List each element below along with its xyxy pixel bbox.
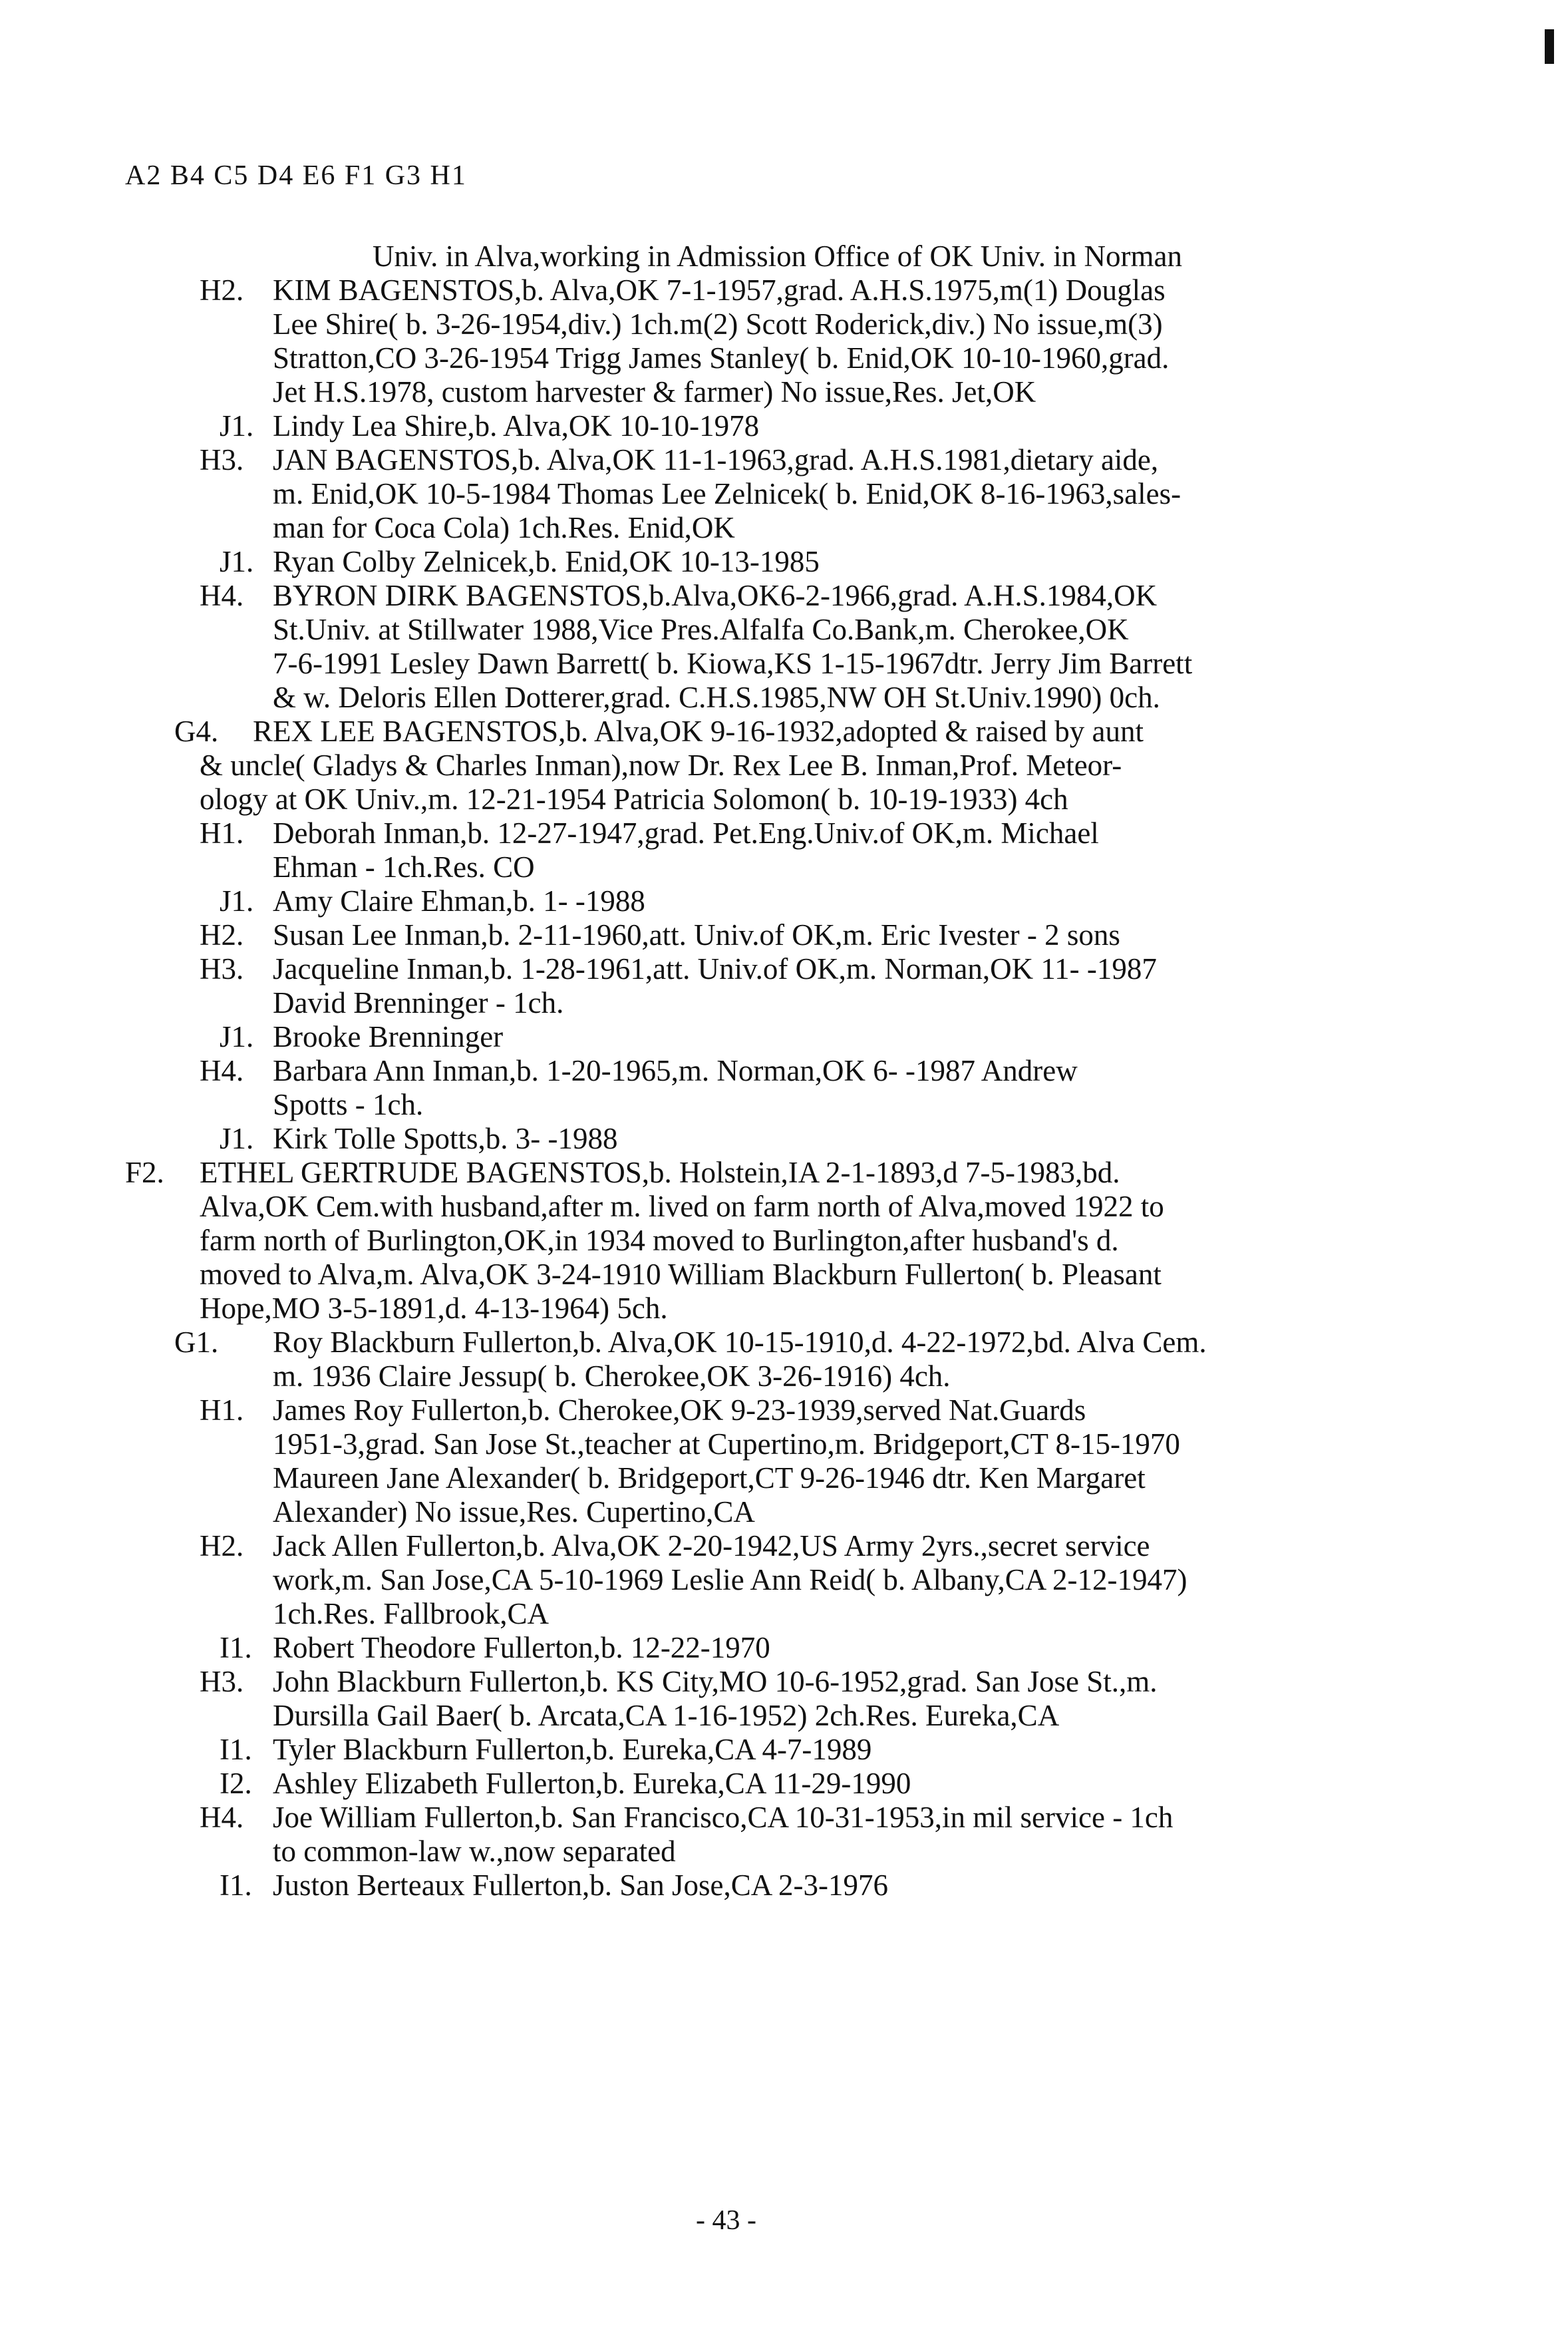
entry-text: Tyler Blackburn Fullerton,b. Eureka,CA 4-7-1989	[273, 1733, 872, 1766]
entry-text: m. 1936 Claire Jessup( b. Cherokee,OK 3-26-1916) 4ch.	[273, 1359, 951, 1393]
entry-text: REX LEE BAGENSTOS,b. Alva,OK 9-16-1932,adopted & raised by aunt	[253, 715, 1144, 748]
entry-continuation-line	[0, 375, 1568, 409]
entry-continuation-line	[0, 341, 1568, 375]
generation-label: J1.	[220, 1020, 254, 1053]
entry-text: Dursilla Gail Baer( b. Arcata,CA 1-16-1952) 2ch.Res. Eureka,CA	[273, 1699, 1060, 1732]
entry-line-g4	[0, 715, 1568, 749]
entry-text: Alexander) No issue,Res. Cupertino,CA	[273, 1495, 755, 1529]
entry-text: Hope,MO 3-5-1891,d. 4-13-1964) 5ch.	[200, 1292, 668, 1325]
entry-text: Susan Lee Inman,b. 2-11-1960,att. Univ.of OK,m. Eric Ivester - 2 sons	[273, 918, 1120, 952]
entry-line-h4	[0, 1054, 1568, 1088]
entry-continuation-line	[0, 1597, 1568, 1631]
entry-continuation-line	[0, 1427, 1568, 1461]
entry-text: JAN BAGENSTOS,b. Alva,OK 11-1-1963,grad. A.H.S.1981,dietary aide,	[273, 443, 1159, 476]
entry-line-j1	[0, 1020, 1568, 1054]
entry-text: Brooke Brenninger	[273, 1020, 504, 1053]
entry-line-h1	[0, 1393, 1568, 1427]
generation-label: G1.	[174, 1326, 219, 1359]
entry-continuation-line	[0, 1699, 1568, 1733]
generation-header: A2 B4 C5 D4 E6 F1 G3 H1	[125, 160, 467, 191]
entry-text: Ashley Elizabeth Fullerton,b. Eureka,CA 11-29-1990	[273, 1767, 911, 1800]
generation-label: H4.	[200, 1054, 244, 1087]
entry-continuation-line	[0, 1563, 1568, 1597]
generation-label: I1.	[220, 1631, 252, 1664]
entry-continuation-line	[0, 1224, 1568, 1258]
entry-line-i1	[0, 1869, 1568, 1902]
generation-label: G4.	[174, 715, 219, 748]
generation-label: J1.	[220, 545, 254, 578]
generation-label: I1.	[220, 1869, 252, 1902]
generation-label: H1.	[200, 1393, 244, 1427]
entry-line-j1	[0, 884, 1568, 918]
entry-continuation-line	[0, 1461, 1568, 1495]
entry-line-g1	[0, 1326, 1568, 1359]
entry-line-h4	[0, 1801, 1568, 1835]
entry-continuation-line	[0, 1495, 1568, 1529]
entry-line-h3	[0, 1665, 1568, 1699]
genealogy-entries	[0, 240, 1568, 1902]
entry-text: to common-law w.,now separated	[273, 1835, 676, 1868]
generation-label: H2.	[200, 918, 244, 952]
entry-line-h4	[0, 579, 1568, 613]
entry-text: Univ. in Alva,working in Admission Office of OK Univ. in Norman	[373, 240, 1182, 273]
entry-text: St.Univ. at Stillwater 1988,Vice Pres.Alfalfa Co.Bank,m. Cherokee,OK	[273, 613, 1129, 646]
entry-text: John Blackburn Fullerton,b. KS City,MO 10-6-1952,grad. San Jose St.,m.	[273, 1665, 1158, 1698]
entry-text: David Brenninger - 1ch.	[273, 986, 564, 1019]
generation-label: J1.	[220, 409, 254, 443]
generation-label: H3.	[200, 952, 244, 986]
entry-continuation-line	[0, 850, 1568, 884]
entry-continuation-line	[0, 1292, 1568, 1326]
generation-label: F2.	[125, 1156, 164, 1189]
generation-label: H2.	[200, 1529, 244, 1562]
entry-continuation-line	[0, 1190, 1568, 1224]
generation-label: I1.	[220, 1733, 252, 1766]
entry-line-h1	[0, 816, 1568, 850]
entry-continuation-line	[0, 240, 1568, 273]
entry-continuation-line	[0, 749, 1568, 783]
entry-continuation-line	[0, 511, 1568, 545]
entry-continuation-line	[0, 783, 1568, 816]
generation-label: J1.	[220, 1122, 254, 1155]
entry-text: Kirk Tolle Spotts,b. 3- -1988	[273, 1122, 618, 1155]
entry-text: Lindy Lea Shire,b. Alva,OK 10-10-1978	[273, 409, 760, 443]
entry-continuation-line	[0, 613, 1568, 647]
entry-continuation-line	[0, 1088, 1568, 1122]
entry-text: BYRON DIRK BAGENSTOS,b.Alva,OK6-2-1966,grad. A.H.S.1984,OK	[273, 579, 1158, 612]
entry-text: Joe William Fullerton,b. San Francisco,CA 10-31-1953,in mil service - 1ch	[273, 1801, 1174, 1834]
entry-text: 1951-3,grad. San Jose St.,teacher at Cupertino,m. Bridgeport,CT 8-15-1970	[273, 1427, 1180, 1461]
entry-line-f2	[0, 1156, 1568, 1190]
entry-text: Robert Theodore Fullerton,b. 12-22-1970	[273, 1631, 770, 1664]
entry-continuation-line	[0, 307, 1568, 341]
entry-line-h3	[0, 443, 1568, 477]
entry-text: Ehman - 1ch.Res. CO	[273, 850, 535, 884]
entry-line-i1	[0, 1733, 1568, 1767]
entry-continuation-line	[0, 1835, 1568, 1869]
entry-text: & w. Deloris Ellen Dotterer,grad. C.H.S.1985,NW OH St.Univ.1990) 0ch.	[273, 681, 1160, 714]
generation-label: H3.	[200, 1665, 244, 1698]
entry-text: Maureen Jane Alexander( b. Bridgeport,CT 9-26-1946 dtr. Ken Margaret	[273, 1461, 1146, 1495]
generation-label: H1.	[200, 816, 244, 850]
entry-continuation-line	[0, 1258, 1568, 1292]
entry-text: Jacqueline Inman,b. 1-28-1961,att. Univ.of OK,m. Norman,OK 11- -1987	[273, 952, 1157, 986]
entry-text: KIM BAGENSTOS,b. Alva,OK 7-1-1957,grad. A.H.S.1975,m(1) Douglas	[273, 273, 1166, 307]
entry-text: moved to Alva,m. Alva,OK 3-24-1910 William Blackburn Fullerton( b. Pleasant	[200, 1258, 1162, 1291]
entry-text: & uncle( Gladys & Charles Inman),now Dr. Rex Lee B. Inman,Prof. Meteor-	[200, 749, 1122, 782]
entry-line-h2	[0, 1529, 1568, 1563]
entry-text: Alva,OK Cem.with husband,after m. lived on farm north of Alva,moved 1922 to	[200, 1190, 1164, 1223]
entry-line-h3	[0, 952, 1568, 986]
entry-continuation-line	[0, 1359, 1568, 1393]
entry-line-i1	[0, 1631, 1568, 1665]
entry-text: Spotts - 1ch.	[273, 1088, 424, 1121]
generation-label: H4.	[200, 579, 244, 612]
entry-line-i2	[0, 1767, 1568, 1801]
entry-continuation-line	[0, 647, 1568, 681]
generation-label: H4.	[200, 1801, 244, 1834]
entry-text: Barbara Ann Inman,b. 1-20-1965,m. Norman,OK 6- -1987 Andrew	[273, 1054, 1078, 1087]
entry-continuation-line	[0, 681, 1568, 715]
entry-text: Jet H.S.1978, custom harvester & farmer) No issue,Res. Jet,OK	[273, 375, 1036, 409]
entry-text: Amy Claire Ehman,b. 1- -1988	[273, 884, 645, 918]
entry-line-j1	[0, 409, 1568, 443]
entry-line-h2	[0, 273, 1568, 307]
entry-text: 1ch.Res. Fallbrook,CA	[273, 1597, 549, 1630]
entry-text: ETHEL GERTRUDE BAGENSTOS,b. Holstein,IA 2-1-1893,d 7-5-1983,bd.	[200, 1156, 1120, 1189]
entry-continuation-line	[0, 477, 1568, 511]
entry-text: m. Enid,OK 10-5-1984 Thomas Lee Zelnicek( b. Enid,OK 8-16-1963,sales-	[273, 477, 1181, 510]
entry-line-j1	[0, 1122, 1568, 1156]
entry-text: Deborah Inman,b. 12-27-1947,grad. Pet.Eng.Univ.of OK,m. Michael	[273, 816, 1099, 850]
entry-line-j1	[0, 545, 1568, 579]
generation-label: J1.	[220, 884, 254, 918]
entry-text: man for Coca Cola) 1ch.Res. Enid,OK	[273, 511, 735, 544]
generation-label: I2.	[220, 1767, 252, 1800]
generation-label: H3.	[200, 443, 244, 476]
page-number: - 43 -	[696, 2205, 756, 2236]
entry-line-h2	[0, 918, 1568, 952]
entry-text: James Roy Fullerton,b. Cherokee,OK 9-23-1939,served Nat.Guards	[273, 1393, 1086, 1427]
entry-text: work,m. San Jose,CA 5-10-1969 Leslie Ann Reid( b. Albany,CA 2-12-1947)	[273, 1563, 1187, 1596]
entry-text: Jack Allen Fullerton,b. Alva,OK 2-20-1942,US Army 2yrs.,secret service	[273, 1529, 1150, 1562]
entry-text: Stratton,CO 3-26-1954 Trigg James Stanley( b. Enid,OK 10-10-1960,grad.	[273, 341, 1170, 375]
entry-text: Ryan Colby Zelnicek,b. Enid,OK 10-13-1985	[273, 545, 820, 578]
entry-text: ology at OK Univ.,m. 12-21-1954 Patricia Solomon( b. 10-19-1933) 4ch	[200, 783, 1068, 816]
entry-text: Lee Shire( b. 3-26-1954,div.) 1ch.m(2) Scott Roderick,div.) No issue,m(3)	[273, 307, 1163, 341]
entry-text: Juston Berteaux Fullerton,b. San Jose,CA 2-3-1976	[273, 1869, 888, 1902]
entry-text: farm north of Burlington,OK,in 1934 moved to Burlington,after husband's d.	[200, 1224, 1119, 1257]
generation-label: H2.	[200, 273, 244, 307]
entry-text: Roy Blackburn Fullerton,b. Alva,OK 10-15-1910,d. 4-22-1972,bd. Alva Cem.	[273, 1326, 1207, 1359]
entry-continuation-line	[0, 986, 1568, 1020]
entry-text: 7-6-1991 Lesley Dawn Barrett( b. Kiowa,KS 1-15-1967dtr. Jerry Jim Barrett	[273, 647, 1193, 680]
scan-corner-mark	[1545, 29, 1554, 64]
